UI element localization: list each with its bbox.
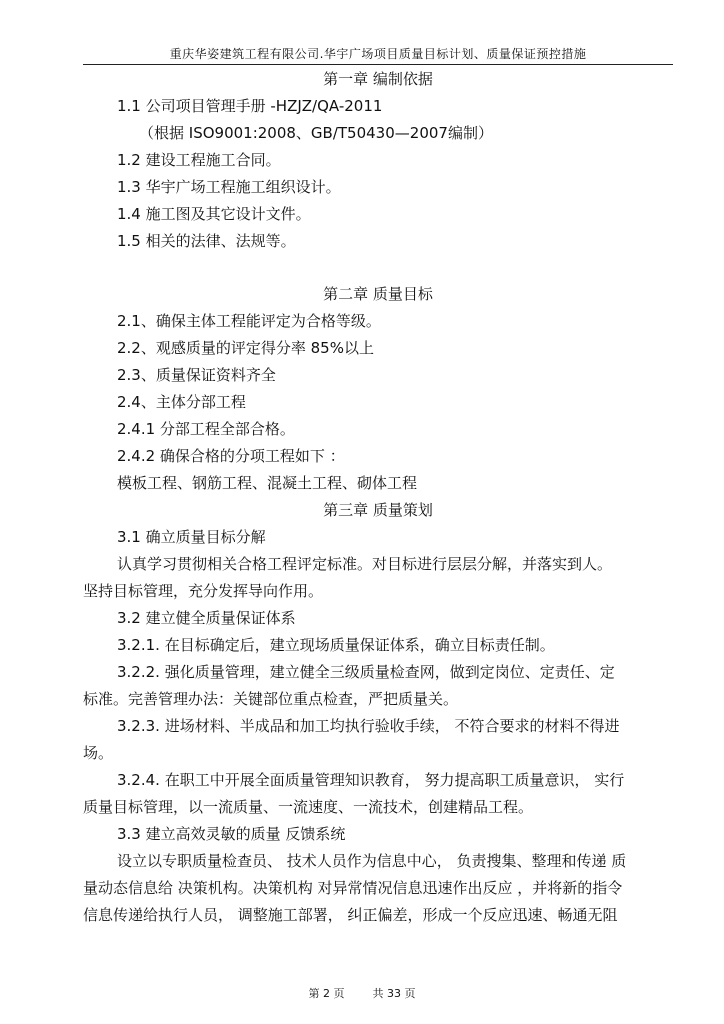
document-body xyxy=(83,66,673,929)
paragraph: 信息传递给执行人员， 调整施工部署， 纠正偏差，形成一个反应迅速、畅通无阻 xyxy=(83,906,618,924)
chapter-2-title: 第二章 质量目标 xyxy=(323,285,433,303)
paragraph: 3.1 确立质量目标分解 xyxy=(117,528,266,546)
paragraph: 2.3、质量保证资料齐全 xyxy=(117,366,276,384)
paragraph: 3.2.2. 强化质量管理，建立健全三级质量检查网，做到定岗位、定责任、定 xyxy=(117,663,615,681)
paragraph: 2.1、确保主体工程能评定为合格等级。 xyxy=(117,312,381,330)
paragraph: 2.2、观感质量的评定得分率 85%以上 xyxy=(117,339,374,357)
paragraph: 坚持目标管理，充分发挥导向作用。 xyxy=(83,582,324,600)
paragraph: 标准。完善管理办法：关键部位重点检查，严把质量关。 xyxy=(83,690,459,708)
chapter-1-title: 第一章 编制依据 xyxy=(323,70,433,88)
paragraph: 认真学习贯彻相关合格工程评定标准。对目标进行层层分解，并落实到人。 xyxy=(117,555,613,573)
paragraph: 1.3 华宇广场工程施工组织设计。 xyxy=(117,178,341,196)
paragraph: 3.2.4. 在职工中开展全面质量管理知识教育， 努力提高职工质量意识， 实行 xyxy=(117,771,625,789)
paragraph: 2.4.1 分部工程全部合格。 xyxy=(117,420,295,438)
page-header: 重庆华姿建筑工程有限公司.华宇广场项目质量目标计划、质量保证预控措施 xyxy=(83,46,673,65)
page-total: 共 33 页 xyxy=(372,987,416,1000)
paragraph: 2.4.2 确保合格的分项工程如下 ： xyxy=(117,447,345,465)
paragraph: 1.1 公司项目管理手册 -HZJZ/QA-2011 xyxy=(117,97,383,115)
paragraph: 1.4 施工图及其它设计文件。 xyxy=(117,205,311,223)
paragraph: 1.5 相关的法律、法规等。 xyxy=(117,232,296,250)
page-number: 第 2 页 xyxy=(308,987,345,1000)
paragraph: 质量目标管理，以一流质量、一流速度、一流技术，创建精品工程。 xyxy=(83,798,534,816)
chapter-3-title: 第三章 质量策划 xyxy=(323,501,433,519)
paragraph: 3.2.1. 在目标确定后，建立现场质量保证体系，确立目标责任制。 xyxy=(117,636,555,654)
paragraph: 2.4、主体分部工程 xyxy=(117,393,246,411)
paragraph: 1.2 建设工程施工合同。 xyxy=(117,151,281,169)
paragraph: 设立以专职质量检查员、 技术人员作为信息中心， 负责搜集、整理和传递 质 xyxy=(117,852,627,870)
paragraph: （根据 ISO9001:2008、GB/T50430—2007编制） xyxy=(139,124,493,142)
paragraph: 3.3 建立高效灵敏的质量 反馈系统 xyxy=(117,825,346,843)
page-footer xyxy=(0,985,724,1001)
paragraph: 量动态信息给 决策机构。决策机构 对异常情况信息迅速作出反应 ，并将新的指令 xyxy=(83,879,623,897)
paragraph: 3.2.3. 进场材料、半成品和加工均执行验收手续， 不符合要求的材料不得进 xyxy=(117,717,620,735)
paragraph: 3.2 建立健全质量保证体系 xyxy=(117,609,296,627)
paragraph: 模板工程、钢筋工程、混凝土工程、砌体工程 xyxy=(117,474,418,492)
paragraph: 场。 xyxy=(83,744,114,762)
